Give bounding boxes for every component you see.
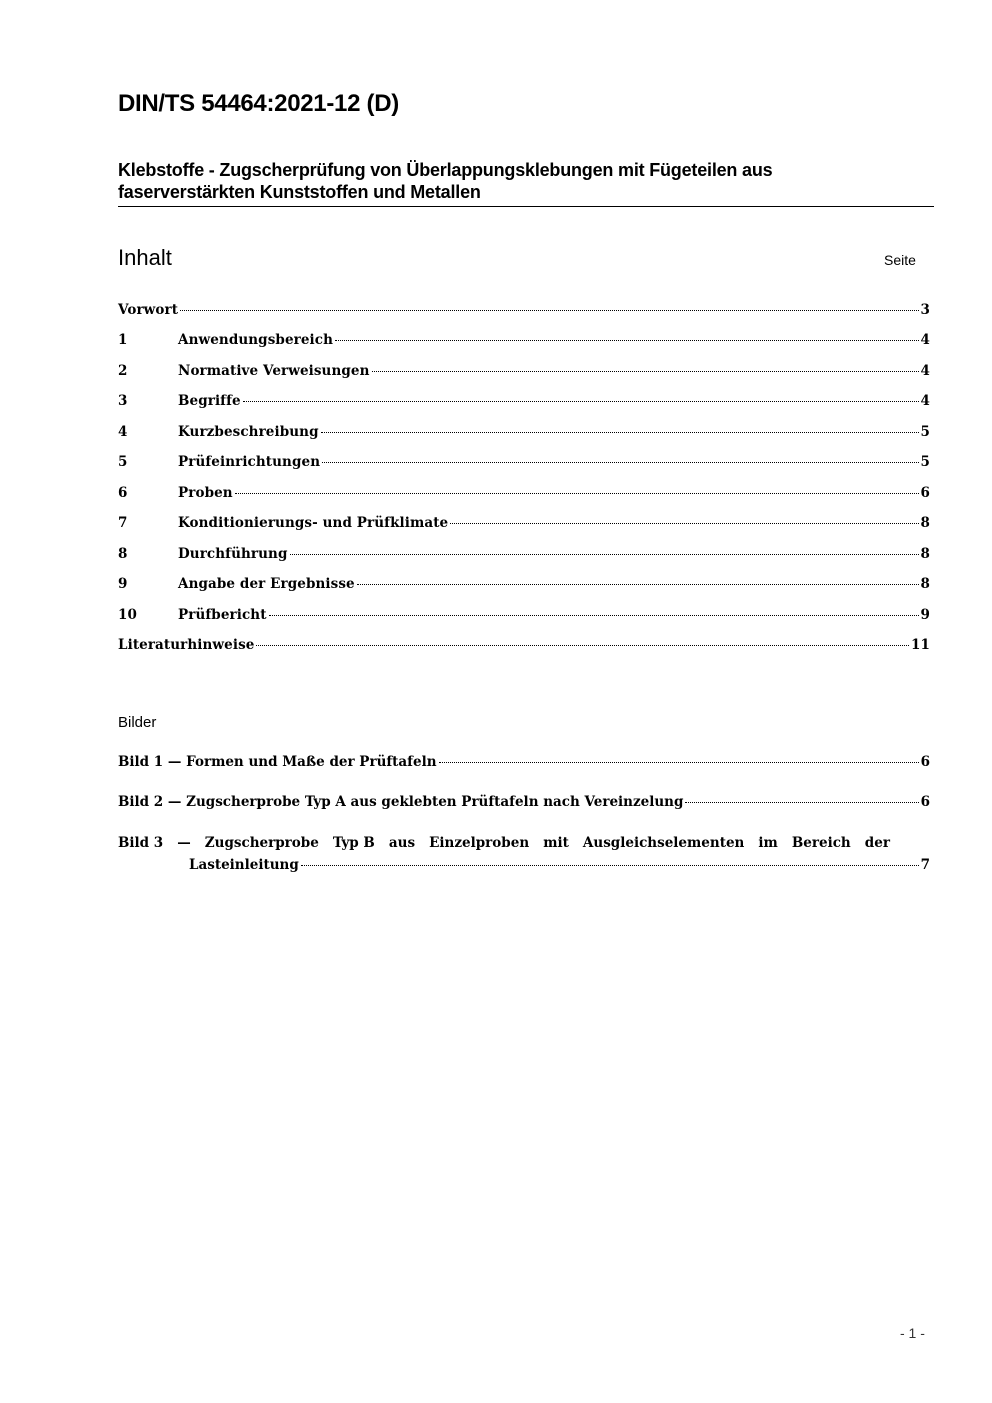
toc-entry-number: 5 (118, 454, 128, 470)
dot-leader (372, 371, 919, 372)
toc-entry-number: 9 (118, 576, 128, 592)
toc-entry-label: Prüfeinrichtungen (178, 454, 321, 470)
toc-entry-label: Proben (178, 485, 233, 501)
figure-entry-page: 7 (920, 857, 930, 873)
dot-leader (335, 340, 918, 341)
toc-entry-label: Kurzbeschreibung (178, 424, 319, 440)
toc-entry-4[interactable] (118, 424, 930, 446)
figure-entry-word: Einzelproben (429, 835, 530, 851)
toc-entry-9[interactable] (118, 576, 930, 598)
toc-entry-1[interactable] (118, 332, 930, 354)
toc-entry-page: 3 (920, 302, 930, 318)
toc-entry-page: 6 (920, 485, 930, 501)
figure-entry-word: Bereich (791, 835, 851, 851)
toc-entry-page: 8 (920, 546, 930, 562)
figure-entry-word: — (177, 835, 191, 851)
figures-heading: Bilder (118, 714, 157, 731)
document-title-line-1: Klebstoffe - Zugscherprüfung von Überlappungsklebungen mit Fügeteilen aus (118, 160, 773, 180)
toc-entry-number: 7 (118, 515, 128, 531)
figure-entry-2[interactable] (118, 794, 930, 816)
dot-leader (685, 802, 918, 803)
toc-entry-number: 3 (118, 393, 128, 409)
toc-entry-number: 6 (118, 485, 128, 501)
toc-entry-3[interactable] (118, 393, 930, 415)
toc-entry-number: 2 (118, 363, 128, 379)
dot-leader (243, 401, 919, 402)
figure-entry-word: aus (388, 835, 416, 851)
figure-entry-label: Bild 2 — Zugscherprobe Typ A aus geklebten Prüftafeln nach Vereinzelung (118, 794, 684, 810)
dot-leader (439, 762, 919, 763)
toc-heading: Inhalt (118, 245, 172, 270)
dot-leader (256, 645, 909, 646)
toc-entry-label: Durchführung (178, 546, 288, 562)
figure-entry-word: Ausgleichselementen (582, 835, 745, 851)
toc-page-column-label: Seite (884, 252, 916, 268)
dot-leader (322, 462, 918, 463)
toc-entry-number: 10 (118, 607, 137, 623)
toc-entry-page: 9 (920, 607, 930, 623)
toc-entry-8[interactable] (118, 546, 930, 568)
figure-entry-1[interactable] (118, 754, 930, 776)
figure-entry-page: 6 (920, 754, 930, 770)
figure-entry-3[interactable] (118, 835, 930, 879)
toc-entry-5[interactable] (118, 454, 930, 476)
dot-leader (321, 432, 919, 433)
toc-entry-10[interactable] (118, 607, 930, 629)
figure-entry-word: Bild 3 (118, 835, 164, 851)
toc-entry-vorwort[interactable] (118, 302, 930, 324)
dot-leader (235, 493, 919, 494)
toc-entry-number: 4 (118, 424, 128, 440)
document-title (118, 159, 934, 207)
toc-entry-page: 5 (920, 424, 930, 440)
toc-entry-label: Konditionierungs- und Prüfklimate (178, 515, 449, 531)
toc-entry-page: 11 (911, 637, 930, 653)
toc-entry-label: Vorwort (118, 302, 179, 318)
toc-entry-literaturhinweise[interactable] (118, 637, 930, 659)
toc-entry-label: Begriffe (178, 393, 241, 409)
toc-entry-number: 1 (118, 332, 128, 348)
dot-leader (269, 615, 919, 616)
figure-entry-word: Zugscherprobe (204, 835, 319, 851)
toc-entry-page: 4 (920, 393, 930, 409)
toc-entry-2[interactable] (118, 363, 930, 385)
toc-entry-7[interactable] (118, 515, 930, 537)
figure-entry-word: im (758, 835, 778, 851)
figure-entry-label-continuation: Lasteinleitung (189, 857, 299, 873)
toc-entry-label: Normative Verweisungen (178, 363, 370, 379)
dot-leader (180, 310, 918, 311)
dot-leader (357, 584, 919, 585)
toc-entry-page: 4 (920, 363, 930, 379)
figure-entry-word: Typ B (332, 835, 375, 851)
toc-entry-label: Angabe der Ergebnisse (178, 576, 355, 592)
toc-entry-label: Prüfbericht (178, 607, 267, 623)
toc-entry-page: 8 (920, 515, 930, 531)
dot-leader (290, 554, 919, 555)
toc-entry-6[interactable] (118, 485, 930, 507)
figure-entry-word: der (864, 835, 890, 851)
toc-entry-page: 8 (920, 576, 930, 592)
figure-entry-word: mit (543, 835, 569, 851)
figure-entry-label-first-line (118, 835, 890, 857)
document-id: DIN/TS 54464:2021-12 (D) (118, 90, 399, 117)
figure-entry-label: Bild 1 — Formen und Maße der Prüftafeln (118, 754, 437, 770)
toc-entry-label: Anwendungsbereich (178, 332, 334, 348)
toc-entry-label: Literaturhinweise (118, 637, 255, 653)
dot-leader (450, 523, 918, 524)
toc-entry-page: 4 (920, 332, 930, 348)
toc-entry-page: 5 (920, 454, 930, 470)
toc-entry-number: 8 (118, 546, 128, 562)
dot-leader (301, 865, 919, 866)
page-number: - 1 - (900, 1325, 925, 1341)
document-title-line-2: faserverstärkten Kunststoffen und Metallen (118, 182, 481, 202)
figure-entry-page: 6 (920, 794, 930, 810)
